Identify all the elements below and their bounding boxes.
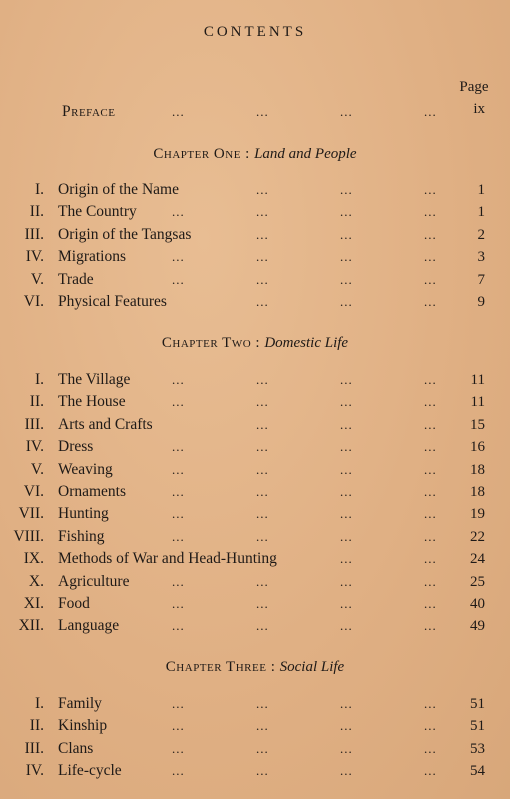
entry-title: Trade bbox=[58, 271, 94, 288]
leader-dots: ... bbox=[172, 204, 185, 219]
leader-dots: ... bbox=[256, 372, 269, 387]
leader-dots: ... bbox=[172, 506, 185, 521]
entry-number: VIII. bbox=[13, 528, 44, 545]
leader-dots: ... bbox=[256, 417, 269, 432]
entry-title: Family bbox=[58, 695, 102, 712]
leader-dots: ... bbox=[340, 741, 353, 756]
leader-dots: ... bbox=[256, 506, 269, 521]
leader-dots: ... bbox=[424, 372, 437, 387]
entry-number: IV. bbox=[25, 248, 44, 265]
leader-dots: ... bbox=[424, 272, 437, 287]
entry-page: 11 bbox=[470, 372, 485, 388]
entry-number: VII. bbox=[18, 505, 44, 522]
entry-number: III. bbox=[24, 226, 44, 243]
chapter-heading bbox=[0, 659, 510, 676]
entry-page: 40 bbox=[470, 596, 485, 612]
entry-title: Methods of War and Head-Hunting bbox=[58, 550, 277, 567]
leader-dots: ... bbox=[256, 741, 269, 756]
leader-dots: ... bbox=[340, 462, 353, 477]
leader-dots: ... bbox=[172, 372, 185, 387]
leader-dots: ... bbox=[172, 763, 185, 778]
entry-title: Food bbox=[58, 595, 90, 612]
leader-dots: ... bbox=[340, 696, 353, 711]
leader-dots: ... bbox=[256, 596, 269, 611]
entry-title: Life-cycle bbox=[58, 762, 122, 779]
entry-page: 2 bbox=[477, 227, 485, 243]
entry-page: 49 bbox=[470, 618, 485, 634]
leader-dots: ... bbox=[340, 718, 353, 733]
entry-page: 19 bbox=[470, 506, 485, 522]
entry-number: II. bbox=[29, 717, 44, 734]
leader-dots: ... bbox=[172, 394, 185, 409]
entry-page: 7 bbox=[477, 272, 485, 288]
leader-dots: ... bbox=[256, 763, 269, 778]
chapter-title: Social Life bbox=[279, 659, 345, 675]
entry-title: Arts and Crafts bbox=[58, 416, 153, 433]
chapter-title: Land and People bbox=[254, 146, 357, 162]
chapter-number: Chapter Three : bbox=[165, 659, 280, 675]
entry-page: 9 bbox=[477, 294, 485, 310]
leader-dots: ... bbox=[340, 596, 353, 611]
entry-number: III. bbox=[24, 740, 44, 757]
leader-dots: ... bbox=[340, 249, 353, 264]
entry-title: Clans bbox=[58, 740, 94, 757]
leader-dots: ... bbox=[424, 439, 437, 454]
entry-number: X. bbox=[28, 573, 44, 590]
leader-dots: ... bbox=[424, 227, 437, 242]
leader-dots: ... bbox=[424, 618, 437, 633]
leader-dots: ... bbox=[340, 529, 353, 544]
leader-dots: ... bbox=[256, 574, 269, 589]
leader-dots: ... bbox=[256, 227, 269, 242]
leader-dots: ... bbox=[256, 696, 269, 711]
entry-title: Preface bbox=[62, 103, 116, 120]
leader-dots: ... bbox=[424, 182, 437, 197]
leader-dots: ... bbox=[340, 394, 353, 409]
entry-number: IX. bbox=[23, 550, 44, 567]
leader-dots: ... bbox=[424, 741, 437, 756]
entry-title: Origin of the Name bbox=[58, 181, 179, 198]
leader-dots: ... bbox=[424, 529, 437, 544]
entry-number: I. bbox=[34, 695, 44, 712]
leader-dots: ... bbox=[256, 484, 269, 499]
leader-dots: ... bbox=[172, 618, 185, 633]
leader-dots: ... bbox=[256, 394, 269, 409]
entry-page: 18 bbox=[470, 462, 485, 478]
leader-dots: ... bbox=[340, 272, 353, 287]
entry-title: Ornaments bbox=[58, 483, 127, 500]
leader-dots: ... bbox=[340, 763, 353, 778]
entry-page: 51 bbox=[470, 718, 485, 734]
page-title: CONTENTS bbox=[203, 24, 307, 40]
entry-title: Dress bbox=[58, 438, 94, 455]
entry-title: Origin of the Tangsas bbox=[58, 226, 192, 243]
leader-dots: ... bbox=[340, 574, 353, 589]
entry-number: VI. bbox=[23, 483, 44, 500]
leader-dots: ... bbox=[424, 696, 437, 711]
leader-dots: ... bbox=[424, 104, 437, 119]
entry-title: Weaving bbox=[58, 461, 113, 478]
leader-dots: ... bbox=[256, 529, 269, 544]
chapter-heading bbox=[0, 146, 510, 163]
leader-dots: ... bbox=[172, 529, 185, 544]
entry-title: Fishing bbox=[58, 528, 105, 545]
leader-dots: ... bbox=[172, 462, 185, 477]
entry-number: VI. bbox=[23, 293, 44, 310]
leader-dots: ... bbox=[340, 294, 353, 309]
entry-number: I. bbox=[34, 181, 44, 198]
leader-dots: ... bbox=[424, 484, 437, 499]
leader-dots: ... bbox=[340, 104, 353, 119]
chapter-heading bbox=[0, 335, 510, 352]
entry-page: 11 bbox=[470, 394, 485, 410]
entry-page: 16 bbox=[470, 439, 485, 455]
leader-dots: ... bbox=[424, 551, 437, 566]
leader-dots: ... bbox=[424, 394, 437, 409]
leader-dots: ... bbox=[424, 718, 437, 733]
entry-number: IV. bbox=[25, 762, 44, 779]
entry-number: II. bbox=[29, 203, 44, 220]
entry-number: XII. bbox=[18, 617, 44, 634]
leader-dots: ... bbox=[172, 696, 185, 711]
entry-number: V. bbox=[30, 271, 44, 288]
chapter-number: Chapter Two : bbox=[161, 335, 265, 351]
leader-dots: ... bbox=[424, 204, 437, 219]
entry-page: 3 bbox=[477, 249, 485, 265]
entry-title: The Country bbox=[58, 203, 137, 220]
leader-dots: ... bbox=[172, 574, 185, 589]
entry-page: 53 bbox=[470, 741, 485, 757]
leader-dots: ... bbox=[172, 484, 185, 499]
leader-dots: ... bbox=[172, 718, 185, 733]
entry-page: 54 bbox=[470, 763, 485, 779]
leader-dots: ... bbox=[256, 182, 269, 197]
entry-number: III. bbox=[24, 416, 44, 433]
leader-dots: ... bbox=[172, 272, 185, 287]
entry-title: Language bbox=[58, 617, 120, 634]
leader-dots: ... bbox=[172, 439, 185, 454]
entry-page: 22 bbox=[470, 529, 485, 545]
leader-dots: ... bbox=[424, 596, 437, 611]
entry-title: The Village bbox=[58, 371, 131, 388]
entry-page: ix bbox=[473, 101, 485, 117]
entry-number: XI. bbox=[23, 595, 44, 612]
entry-title: Physical Features bbox=[58, 293, 167, 310]
entry-number: II. bbox=[29, 393, 44, 410]
leader-dots: ... bbox=[340, 551, 353, 566]
leader-dots: ... bbox=[256, 249, 269, 264]
entry-page: 18 bbox=[470, 484, 485, 500]
leader-dots: ... bbox=[424, 506, 437, 521]
entry-title: Migrations bbox=[58, 248, 127, 265]
entry-title: Kinship bbox=[58, 717, 108, 734]
leader-dots: ... bbox=[256, 104, 269, 119]
entry-page: 51 bbox=[470, 696, 485, 712]
entry-page: 15 bbox=[470, 417, 485, 433]
chapter-title: Domestic Life bbox=[264, 335, 349, 351]
leader-dots: ... bbox=[424, 462, 437, 477]
leader-dots: ... bbox=[340, 439, 353, 454]
entry-title: Agriculture bbox=[58, 573, 130, 590]
leader-dots: ... bbox=[256, 439, 269, 454]
leader-dots: ... bbox=[256, 294, 269, 309]
entry-number: V. bbox=[30, 461, 44, 478]
leader-dots: ... bbox=[340, 506, 353, 521]
entry-number: IV. bbox=[25, 438, 44, 455]
entry-page: 24 bbox=[470, 551, 485, 567]
leader-dots: ... bbox=[340, 417, 353, 432]
leader-dots: ... bbox=[424, 249, 437, 264]
leader-dots: ... bbox=[172, 596, 185, 611]
leader-dots: ... bbox=[340, 372, 353, 387]
leader-dots: ... bbox=[424, 763, 437, 778]
entry-page: 25 bbox=[470, 574, 485, 590]
entry-page: 1 bbox=[477, 204, 485, 220]
chapter-number: Chapter One : bbox=[153, 146, 255, 162]
leader-dots: ... bbox=[340, 204, 353, 219]
page-column-header: Page bbox=[459, 79, 489, 95]
leader-dots: ... bbox=[424, 294, 437, 309]
leader-dots: ... bbox=[172, 249, 185, 264]
entry-title: The House bbox=[58, 393, 126, 410]
entry-number: I. bbox=[34, 371, 44, 388]
leader-dots: ... bbox=[172, 741, 185, 756]
leader-dots: ... bbox=[340, 227, 353, 242]
leader-dots: ... bbox=[340, 182, 353, 197]
leader-dots: ... bbox=[256, 272, 269, 287]
leader-dots: ... bbox=[256, 718, 269, 733]
leader-dots: ... bbox=[256, 462, 269, 477]
leader-dots: ... bbox=[340, 618, 353, 633]
leader-dots: ... bbox=[172, 104, 185, 119]
leader-dots: ... bbox=[256, 618, 269, 633]
entry-page: 1 bbox=[477, 182, 485, 198]
leader-dots: ... bbox=[424, 574, 437, 589]
leader-dots: ... bbox=[256, 204, 269, 219]
leader-dots: ... bbox=[340, 484, 353, 499]
entry-title: Hunting bbox=[58, 505, 109, 522]
leader-dots: ... bbox=[424, 417, 437, 432]
